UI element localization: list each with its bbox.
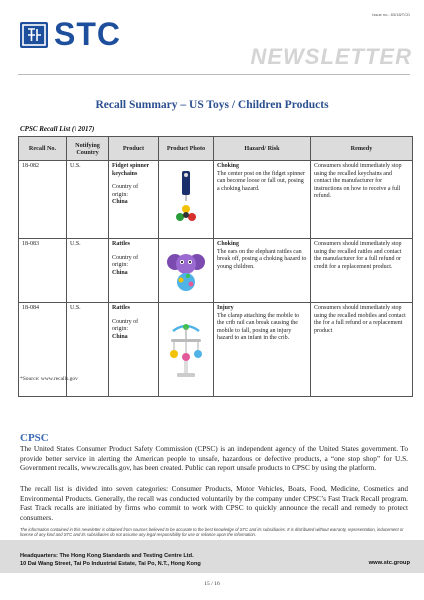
brand-name: STC <box>54 16 121 52</box>
product-name: Rattles <box>112 241 130 247</box>
column-header: Product <box>109 137 159 161</box>
paragraph: The recall list is divided into seven categories: Consumer Products, Motor Vehicles, Boats, Food, Medicine, Cosmetics and Environmental Products. Generally, the recall was conducted voluntarily by the company under CPSC’s Fast Track Recall program. Fast Track recalls are initiated by firms who commit to work with CPSC to quickly announce the recall and remedy to protect consumers. <box>20 484 408 522</box>
product-cell <box>109 161 159 239</box>
hazard-title: Injury <box>217 305 234 311</box>
hazard-cell <box>214 239 311 303</box>
hazard-title: Choking <box>217 163 240 169</box>
column-header: Hazard/ Risk <box>214 137 311 161</box>
stc-logo-icon <box>20 22 48 48</box>
hazard-cell <box>214 303 311 397</box>
crib-mobile-icon <box>163 321 209 379</box>
product-photo <box>159 161 214 239</box>
column-header: Remedy <box>311 137 413 161</box>
hazard-text: The ears on the elephant rattles can break off, posing a choking hazard to young children. <box>217 248 307 270</box>
product-cell <box>109 239 159 303</box>
hazard-cell <box>214 161 311 239</box>
disclaimer: The information contained in this newsletter is obtained from sources believed to be accurate to the best knowledge of STC and its subsidiaries. It is distributed without warranty, representation, inducement or license of any kind and STC and its subsidiaries do not assume any legal responsibility for use or reliance upon the information. <box>20 527 404 538</box>
table-row <box>19 303 413 397</box>
origin-label: Country of origin: <box>112 318 139 333</box>
recall-table <box>18 136 413 397</box>
issue-number: Issue no.: 83/18/TCD <box>372 12 410 17</box>
product-photo <box>159 303 214 397</box>
table-row <box>19 239 413 303</box>
notifying-country: U.S. <box>67 239 109 303</box>
source-note: *Source: www.recalls.gov <box>20 376 78 382</box>
headquarters-line: Headquarters: The Hong Kong Standards and Testing Centre Ltd. <box>20 553 194 559</box>
fidget-spinner-keychain-icon <box>172 169 200 231</box>
page-title: Recall Summary – US Toys / Children Products <box>95 99 329 111</box>
list-label: CPSC Recall List (\ 2017) <box>20 125 95 133</box>
recall-number: 18-084 <box>19 303 67 397</box>
table-header-row <box>19 137 413 161</box>
hazard-title: Choking <box>217 241 240 247</box>
remedy-cell: Consumers should immediately stop using the recalled rattles and contact the manufacturer for a full refund or credit for a replacement product. <box>311 239 413 303</box>
product-cell <box>109 303 159 397</box>
origin-country: China <box>112 199 128 206</box>
notifying-country: U.S. <box>67 303 109 397</box>
table-row <box>19 161 413 239</box>
footer-address <box>20 552 201 568</box>
elephant-rattle-icon <box>166 246 206 296</box>
hazard-text: The center post on the fidget spinner can become loose or fall out, posing a choking hazard. <box>217 170 305 192</box>
remedy-cell: Consumers should immediately stop using the recalled keychains and contact the manufacturer for instructions on how to receive a full refund. <box>311 161 413 239</box>
product-name: Rattles <box>112 305 130 311</box>
origin-country: China <box>112 269 128 276</box>
product-name: Fidget spinner keychains <box>112 163 150 177</box>
column-header: Recall No. <box>19 137 67 161</box>
page-number: 15 / 16 <box>204 581 220 587</box>
paragraph: The United States Consumer Product Safety Commission (CPSC) is an independent agency of the United States government. To provide better service in alerting the American people to unsafe, hazardous or defective products, a “one stop shop” for U.S. Government recalls, www.recalls.gov, has been created. Public can report unsafe products to CPSC by using the platform. <box>20 444 408 473</box>
header-divider <box>18 74 410 75</box>
origin-label: Country of origin: <box>112 184 139 198</box>
origin-label: Country of origin: <box>112 254 139 269</box>
product-photo <box>159 239 214 303</box>
hazard-text: The clamp attaching the mobile to the crib rail can break causing the mobile to fall, posing an injury hazard to an infant in the crib. <box>217 312 300 342</box>
section-heading: CPSC <box>20 432 49 444</box>
remedy-cell: Consumers should immediately stop using the recalled mobiles and contact the for a full refund or a replacement product <box>311 303 413 397</box>
website-link[interactable]: www.stc.group <box>368 560 410 566</box>
column-header: Product Photo <box>159 137 214 161</box>
recall-number: 18-083 <box>19 239 67 303</box>
address-line: 10 Dai Wang Street, Tai Po Industrial Estate, Tai Po, N.T., Hong Kong <box>20 561 201 567</box>
column-header: Notifying Country <box>67 137 109 161</box>
recall-number: 18-082 <box>19 161 67 239</box>
origin-country: China <box>112 333 128 340</box>
notifying-country: U.S. <box>67 161 109 239</box>
newsletter-label: NEWSLETTER <box>250 44 412 69</box>
